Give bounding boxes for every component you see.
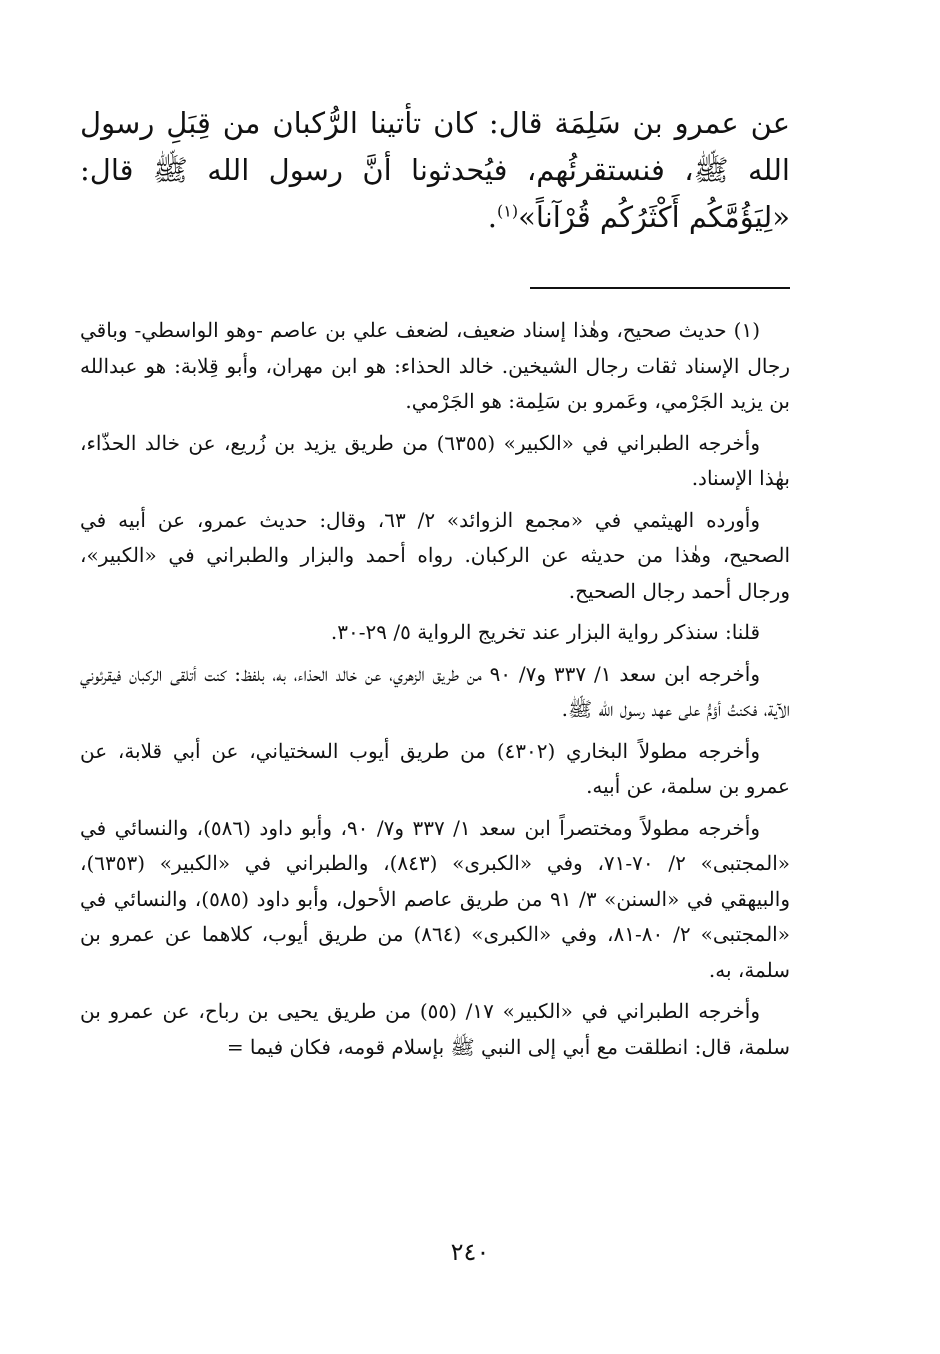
- footnote-separator-line: [530, 287, 790, 289]
- footnote-paragraph: وأخرجه الطبراني في «الكبير» ١٧/ (٥٥) من طريق يحيى بن رباح، عن عمرو بن سلمة، قال: انطلقت مع أبي إلى النبي ﷺ بإسلام قومه، فكان فيما =: [80, 999, 790, 1059]
- footnote-paragraph: وأخرجه مطولاً ومختصراً ابن سعد ١/ ٣٣٧ و٧/ ٩٠، وأبو داود (٥٨٦)، والنسائي في «المجتبى» ٢/ ٧٠-٧١، وفي «الكبرى» (٨٤٣)، والطبراني في «الكبير» (٦٣٥٣)، والبيهقي في «السنن» ٣/ ٩١ من طريق عاصم الأحول، وأبو داود (٥٨٥)، والنسائي في «المجتبى» ٢/ ٨٠-٨١، وفي «الكبرى» (٨٦٤) من طريق أيوب، كلاهما عن عمرو بن سلمة، به.: [80, 815, 790, 982]
- footnote-paragraph: وأخرجه الطبراني في «الكبير» (٦٣٥٥) من طريق يزيد بن زُريع، عن خالد الحذّاء، بهٰذا الإسناد.: [80, 430, 790, 490]
- footnote-paragraph: (١) حديث صحيح، وهٰذا إسناد ضعيف، لضعف علي بن عاصم -وهو الواسطي- وباقي رجال الإسناد ثقات رجال الشيخين. خالد الحذاء: هو ابن مهران، وأبو قِلابة: هو عبدالله بن يزيد الجَرْمي، وعَمرو بن سَلِمة: هو الجَرْمي.: [80, 318, 790, 413]
- footnotes-block: [80, 313, 790, 1071]
- hadith-body: عن عمرو بن سَلِمَة قال: كان تأتينا الرُّكبان من قِبَلِ رسول الله ﷺ، فنستقرئُهم، فيُحدثونا أنَّ رسول الله ﷺ قال: «لِيَؤُمَّكُم أَكْثَرُكُم قُرْآناً»: [80, 106, 790, 234]
- page-number: ٢٤٠: [450, 1238, 490, 1266]
- footnote-reference: (١): [497, 201, 519, 221]
- main-text-block: [80, 100, 790, 241]
- footnote-paragraph: وأخرجه مطولاً البخاري (٤٣٠٢) من طريق أيوب السختياني، عن أبي قلابة، عن عمرو بن سلمة، عن أبيه.: [80, 738, 790, 798]
- footnote-paragraph: قلنا: سنذكر رواية البزار عند تخريج الرواية ٥/ ٢٩-٣٠.: [330, 620, 760, 644]
- footnote-paragraph: وأورده الهيثمي في «مجمع الزوائد» ٢/ ٦٣، وقال: حديث عمرو، عن أبيه في الصحيح، وهٰذا من حديثه عن الركبان. رواه أحمد والبزار والطبراني في «الكبير»، ورجال أحمد رجال الصحيح.: [80, 507, 790, 603]
- footnote-paragraph: وأخرجه ابن سعد ١/ ٣٣٧ و٧/ ٩٠ من طريق الزهري، عن خالد الحذاء، به، بلفظ: كنت أتلقى الركبان فيقرئوني الآية، فكنتُ أؤمُّ على عهد رسول الله ﷺ.: [80, 661, 790, 721]
- hadith-text: [80, 100, 790, 241]
- hadith-end: .: [487, 200, 498, 234]
